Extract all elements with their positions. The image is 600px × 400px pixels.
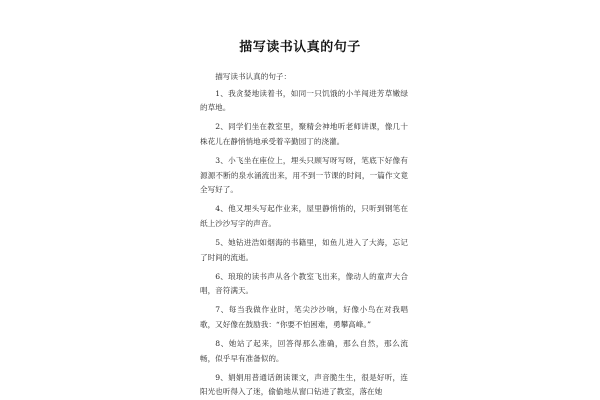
sentence-paragraph: 6、琅琅的读书声从各个教室飞出来，像动人的童声大合唱，音符满天。 bbox=[200, 271, 408, 296]
sentence-paragraph: 4、他又埋头写起作业来，屋里静悄悄的，只听到钢笔在纸上沙沙写字的声音。 bbox=[200, 204, 408, 228]
sentence-paragraph: 1、我贪婪地读着书，如同一只饥饿的小羊闯进芳草嫩绿的草地。 bbox=[200, 88, 408, 113]
sentence-paragraph: 9、娟娟用普通话朗读课文，声音脆生生，很是好听，连阳光也听得入了迷，偷偷地从窗口钻进了教室，落在她 bbox=[200, 372, 408, 397]
intro-line: 描写读书认真的句子： bbox=[215, 72, 292, 81]
sentence-paragraph: 7、每当我做作业时，笔尖沙沙响，好像小鸟在对我唱歌，又好像在鼓励我：“你要不怕困难，勇攀高峰。” bbox=[200, 305, 408, 329]
sentence-paragraph: 8、她站了起来，回答得那么准确，那么自然，那么流畅，似乎早有准备似的。 bbox=[200, 339, 408, 363]
sentence-paragraph: 3、小飞坐在座位上，埋头只顾写呀写呀，笔底下好像有源源不断的泉水涌流出来，用不到一节课的时间，一篇作文竟全写好了。 bbox=[200, 155, 408, 195]
document-body bbox=[200, 70, 408, 400]
document-title: 描写读书认真的句子 bbox=[239, 40, 361, 55]
sentence-paragraph: 5、她钻进浩如烟海的书籍里，如鱼儿进入了大海，忘记了时间的流逝。 bbox=[200, 237, 408, 262]
sentence-paragraph: 2、同学们坐在教室里，聚精会神地听老师讲课，像几十株花儿在静悄悄地承受着辛勤园丁的浇灌。 bbox=[200, 122, 408, 146]
